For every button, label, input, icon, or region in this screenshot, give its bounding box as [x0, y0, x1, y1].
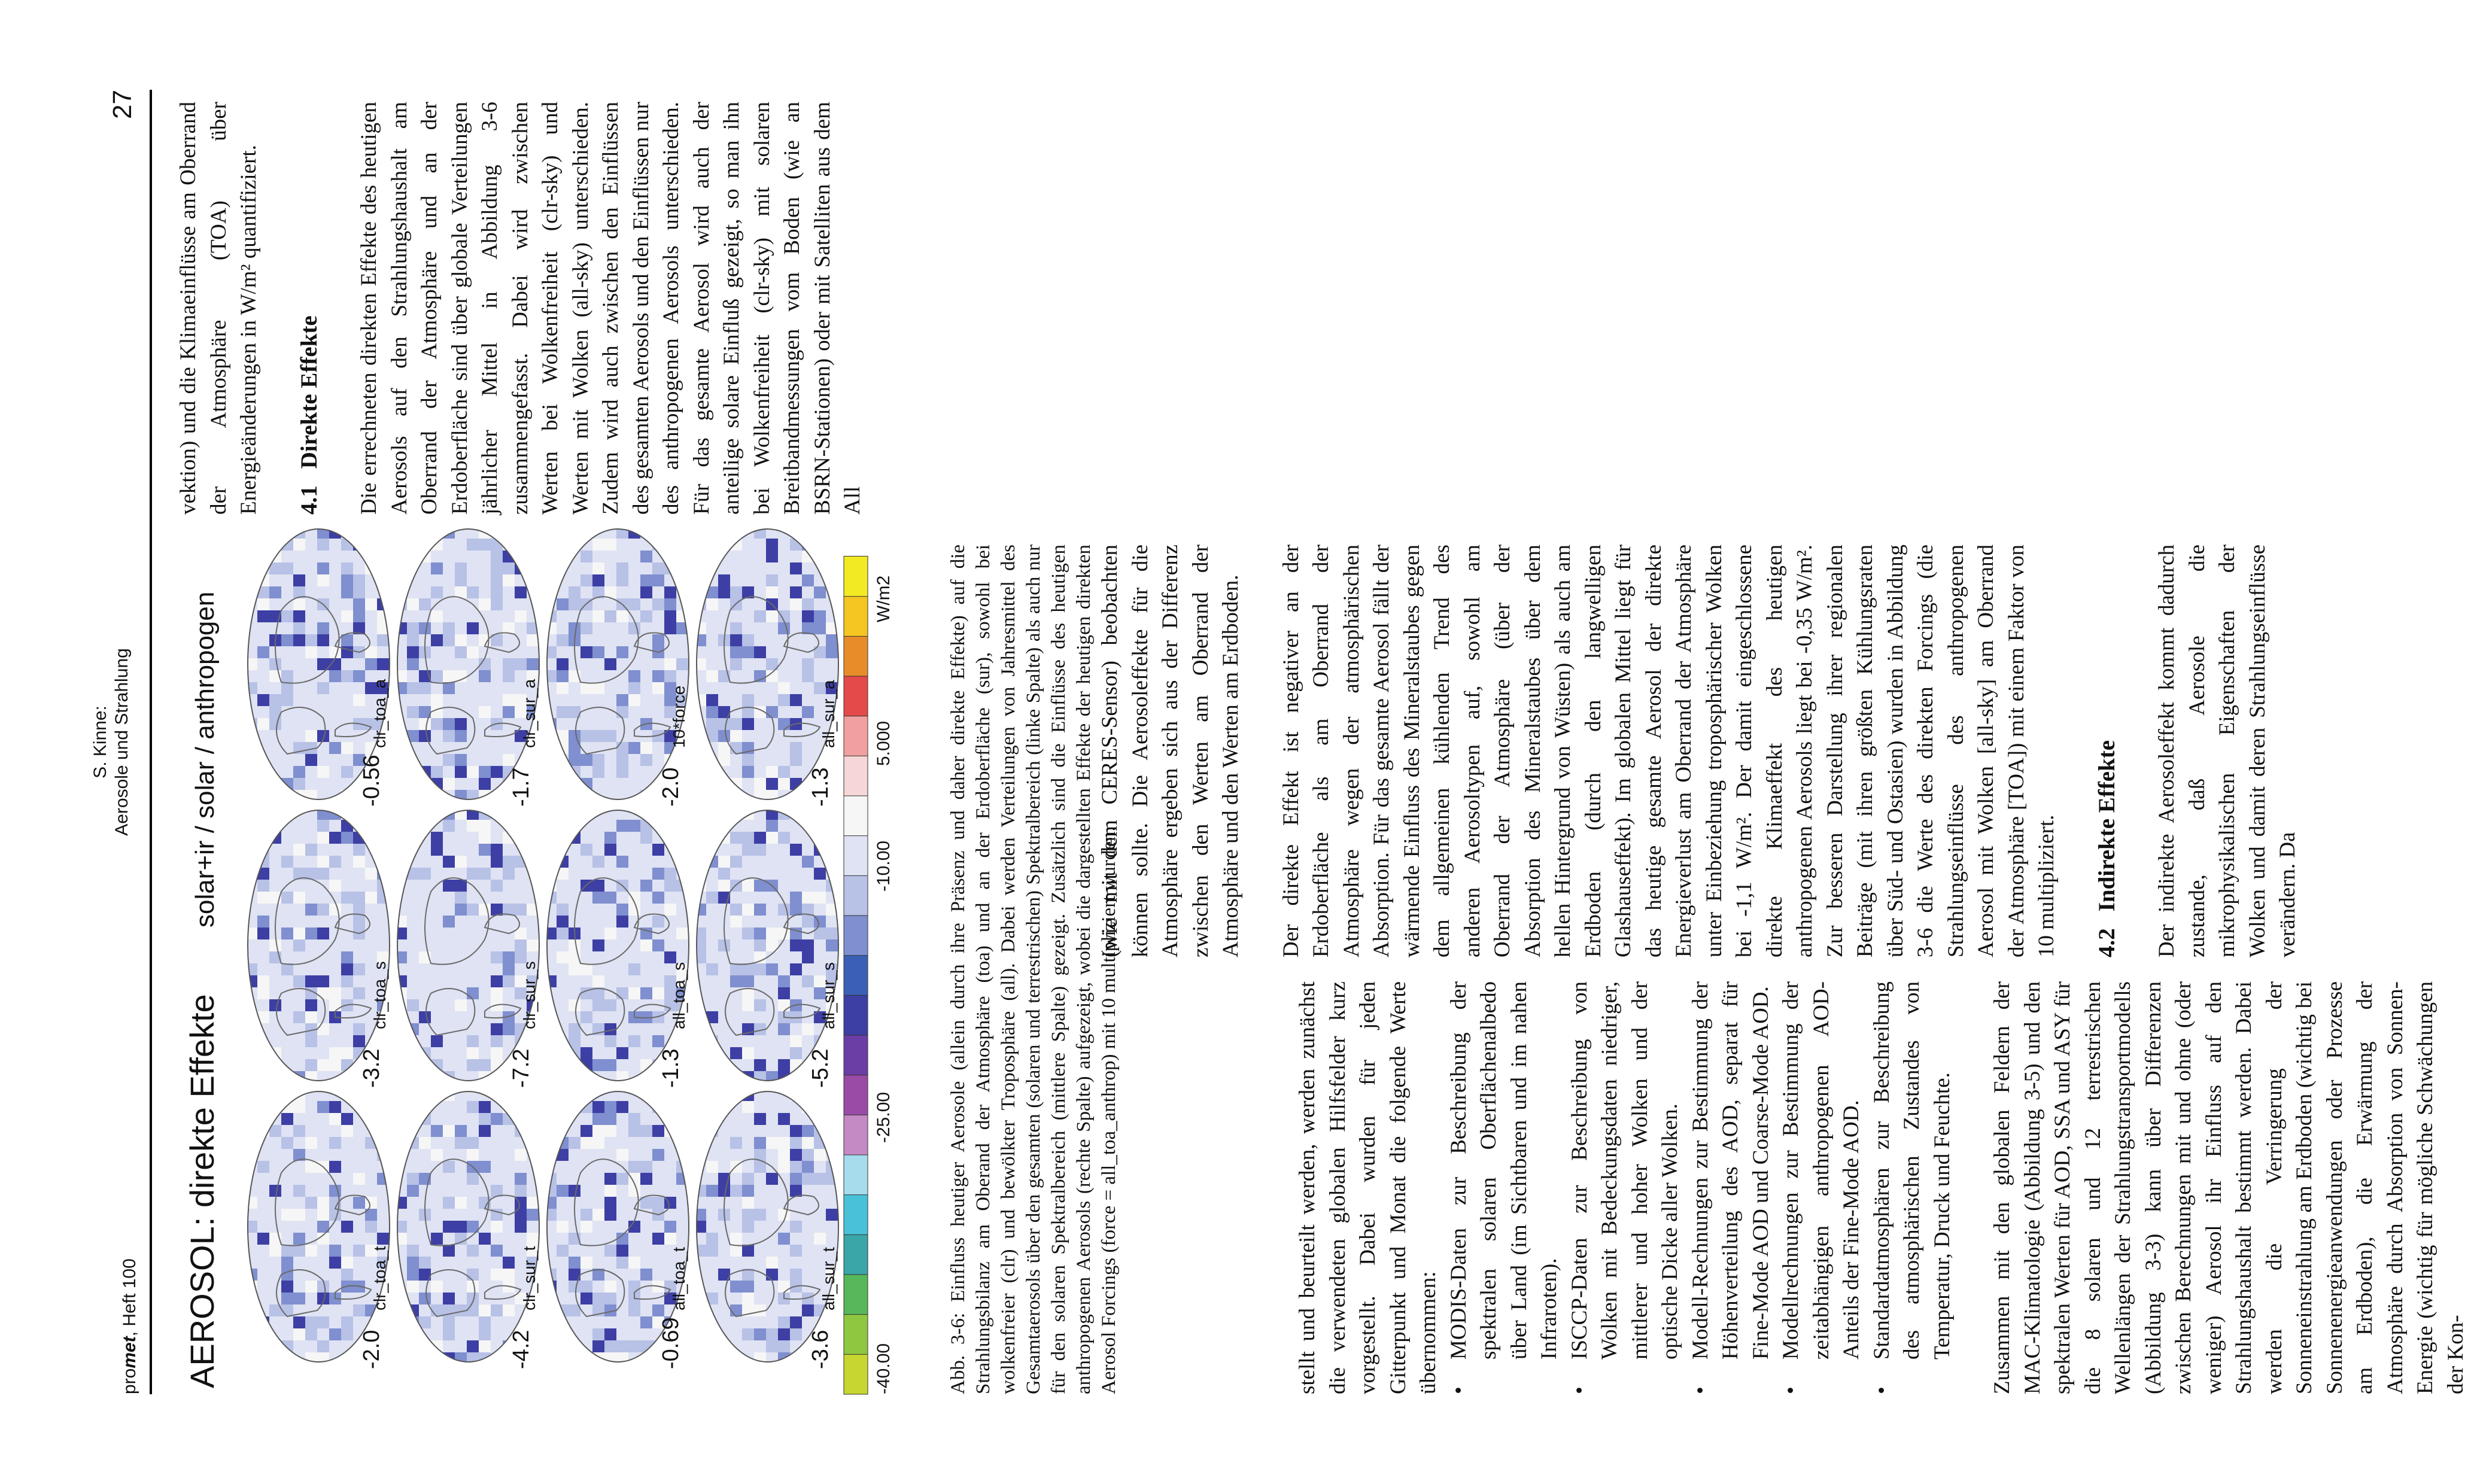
- world-map-icon: [395, 1089, 542, 1364]
- panel-mean-value: -7.2: [509, 1048, 534, 1088]
- panel-label: all_sur_a: [819, 680, 838, 748]
- section-heading-4-2: 4.2Indirekte Effekte: [2093, 740, 2120, 957]
- journal-issue: promet, Heft 100: [120, 1258, 139, 1394]
- map-panel: [395, 1089, 542, 1369]
- colorbar-swatch: [844, 796, 868, 836]
- panel-label: 10*force: [670, 685, 688, 748]
- bullet-item: • Modellrechnungen zur Bestimmung der zeitabhängigen anthropogenen AOD-Anteils der Fine-Mode AOD.: [1776, 981, 1867, 1394]
- panel-mean-value: -2.0: [359, 1330, 384, 1369]
- world-map-icon: [245, 1089, 392, 1364]
- colorbar-swatch: [844, 636, 868, 676]
- colorbar-swatch: [844, 1035, 868, 1075]
- panel-mean-value: -3.2: [359, 1048, 384, 1088]
- colorbar-ticks: [874, 556, 898, 1394]
- column-2: [1095, 545, 2303, 957]
- panel-label: clr_sur_s: [520, 961, 539, 1029]
- colorbar-tick: 5.000: [874, 720, 893, 766]
- world-map-icon: [245, 808, 392, 1083]
- colorbar-swatch: [844, 955, 868, 995]
- figure-caption: Abb. 3-6: Einfluss heutiger Aerosole (allein durch ihre Präsenz und daher direkte Effekte) auf die Strahlungsbilanz am Oberand der Atmosphäre (toa) und an der Erdoberfläche (sur), sowohl bei wolkenfreier (clr) und bewölkter Troposphäre (all). Dabei werden Verteilungen von Jahresmittel des Gesamtaerosols über den gesamten (solaren und terrestrischen) Spektralbereich (linke Spalte) als auch nur für den solaren Spektralbereich (mittlere Spalte) gezeigt. Zusätzlich sind die Einflüsse des heutigen anthropogenen Aerosols (rechte Spalte) aufgezeigt, wobei die dargestellten Effekte der heutigen direkten Aerosol Forcings (force = all_toa_anthrop) mit 10 multipliziert wurden.: [947, 545, 1120, 1394]
- map-panel: [245, 808, 392, 1088]
- colorbar-swatch: [844, 596, 868, 636]
- colorbar-swatch: [844, 1115, 868, 1155]
- panel-mean-value: -1.3: [808, 767, 833, 807]
- colorbar-swatch: [844, 1354, 868, 1394]
- column-1: [1293, 981, 2471, 1394]
- map-panel: [395, 527, 542, 807]
- page-number: 27: [108, 90, 137, 119]
- figure-aerosol-direct-effects: [174, 533, 934, 1394]
- panel-label: all_toa_t: [670, 1247, 688, 1310]
- author: S. Kinne:: [90, 705, 110, 779]
- map-panel: [245, 1089, 392, 1369]
- panel-mean-value: -2.0: [658, 767, 683, 807]
- colorbar-swatch: [844, 1314, 868, 1354]
- panel-mean-value: -1.3: [658, 1048, 683, 1088]
- map-panel: [545, 527, 691, 807]
- colorbar-swatch: [844, 995, 868, 1035]
- bullet-item: • ISCCP-Daten zur Beschreibung von Wolken mit Bedeckungsdaten niedriger, mittlerer und hoher Wolken und der optische Dicke aller Wolken.: [1565, 981, 1686, 1394]
- bullet-item: • MODIS-Daten zur Beschreibung der spektralen solaren Oberflächenalbedo über Land (im Sichtbaren und im nahen Infraroten).: [1444, 981, 1565, 1394]
- panel-mean-value: -0.56: [359, 755, 384, 807]
- panel-label: clr_toa_t: [370, 1246, 389, 1310]
- map-panel: [395, 808, 542, 1088]
- colorbar-swatch: [844, 1155, 868, 1195]
- figure-title: AEROSOL: direkte Effekte: [183, 994, 221, 1388]
- world-map-icon: [694, 808, 841, 1083]
- colorbar-swatch: [844, 756, 868, 796]
- world-map-icon: [694, 527, 841, 802]
- article-title: Aerosole und Strahlung: [112, 648, 132, 836]
- bullet-item: • Modell-Rechnungen zur Bestimmung der Höhenverteilung des AOD, separat für Fine-Mode AOD und Coarse-Mode AOD.: [1686, 981, 1777, 1394]
- panel-label: clr_sur_a: [520, 679, 539, 748]
- colorbar-swatch: [844, 676, 868, 716]
- panel-mean-value: -4.2: [509, 1330, 534, 1369]
- paragraph: Der direkte Effekt ist negativer an der Erdoberfläche als am Oberrand der Atmosphäre wegen der atmosphärischen Absorption. Für das gesamte Aerosol fällt der wärmende Einfluss des Mineralstaubes gegen dem allgemeinen kühlenden Trend des anderen Aerosoltypen auf, sowohl am Oberrand der Atmosphäre (über der Absorption des Mineralstaubes über dem hellen Hintergrund von Wüsten) als auch am Erdboden (durch den langwelligen Glashauseffekt). Im globalen Mittel liegt für das heutige gesamte Aerosol der direkte Energieverlust am Oberrand der Atmosphäre unter Einbeziehung troposphärischer Wolken bei -1,1 W/m². Der damit eingeschlossene direkte Klimaeffekt des heutigen anthropogenen Aerosols liegt bei -0,35 W/m². Zur besseren Darstellung ihrer regionalen Beiträge (mit ihren größten Kühlungsraten über Süd- und Ostasien) wurden in Abbildung 3-6 die Werte des direkten Forcings (die Strahlungseinflüsse des anthropogenen Aerosol mit Wolken [all-sky] am Oberrand der Atmosphäre [TOA]) mit einem Faktor von 10 multipliziert.: [1278, 545, 2059, 957]
- map-panel: [545, 808, 691, 1088]
- colorbar-tick: -40.00: [874, 1343, 893, 1394]
- colorbar-swatch: [844, 716, 868, 756]
- figure-subtitle: solar+ir / solar / anthropogen: [190, 591, 220, 928]
- section-heading-4-1: 4.1Direkte Effekte: [296, 315, 322, 515]
- colorbar-swatch: [844, 1275, 868, 1315]
- panel-label: all_sur_t: [819, 1247, 838, 1310]
- colorbar: [844, 556, 868, 1394]
- colorbar-swatch: [844, 1234, 868, 1275]
- colorbar-swatch: [844, 1075, 868, 1115]
- bullet-item: • Standardatmosphären zur Beschreibung des atmosphärischen Zustandes von Temperatur, Druck und Feuchte.: [1867, 981, 1958, 1394]
- column-3: [174, 102, 868, 515]
- running-header: [84, 90, 162, 1394]
- bullet-list: [1444, 981, 1958, 1394]
- header-rule: [150, 90, 152, 1394]
- world-map-icon: [395, 527, 542, 802]
- panel-label: clr_toa_a: [370, 679, 389, 748]
- colorbar-swatch: [844, 916, 868, 956]
- panel-label: all_toa_s: [670, 962, 688, 1029]
- world-map-icon: [694, 1089, 841, 1364]
- colorbar-swatch: [844, 835, 868, 875]
- world-map-icon: [545, 527, 691, 802]
- colorbar-swatch: [844, 875, 868, 916]
- map-panel: [694, 808, 841, 1088]
- paragraph: (wie mit dem CERES-Sensor) beobachten können sollte. Die Aerosoleffekte für die Atmosphäre ergeben sich aus der Differenz zwischen den Werten am Oberrand der Atmosphäre und den Werten am Erdboden.: [1098, 545, 1243, 957]
- paragraph: vektion) und die Klimaeinflüsse am Oberrand der Atmosphäre (TOA) über Energieänderungen in W/m² quantifiziert.: [176, 102, 261, 515]
- colorbar-tick: -25.00: [874, 1091, 893, 1143]
- paragraph: Der indirekte Aerosoleffekt kommt dadurch zustande, daß Aerosole die mikrophysikalischen Eigenschaften der Wolken und damit deren Strahlungseinflüsse verändern. Da: [2154, 545, 2300, 957]
- world-map-icon: [545, 808, 691, 1083]
- colorbar-unit: W/m2: [874, 575, 893, 622]
- panel-label: clr_sur_t: [520, 1246, 539, 1310]
- map-panel: [545, 1089, 691, 1369]
- colorbar-tick: -10.00: [874, 840, 893, 892]
- panel-label: all_sur_s: [819, 962, 838, 1029]
- panel-mean-value: -0.69: [658, 1317, 683, 1369]
- paragraph: Zusammen mit den globalen Feldern der MAC-Klimatologie (Abbildung 3-5) und den spektralen Werten für AOD, SSA und ASY für die 8 solaren und 12 terrestrischen Wellenlängen der Strahlungstransportmodells (Abbildung 3-3) kann über Differenzen zwischen Berechnungen mit und ohne (oder weniger) Aerosol ihr Einfluss auf den Strahlungshaushalt bestimmt werden. Dabei werden die Verringerung der Sonneneinstrahlung am Erdboden (wichtig bei Sonnenenergieanwendungen oder Prozesse am Erdboden), die Erwärmung der Atmosphäre durch Absorption von Sonnen-Energie (wichtig für mögliche Schwächungen der Kon-: [1990, 981, 2468, 1394]
- paragraph: Die errechneten direkten Effekte des heutigen Aerosols auf den Strahlungshaushalt am Oberrand der Atmosphäre und an der Erdoberfläche sind über globale Verteilungen jährlicher Mittel in Abbildung 3-6 zusammengefasst. Dabei wird zwischen Werten bei Wolkenfreiheit (clr-sky) und Werten mit Wolken (all-sky) unterschieden. Zudem wird auch zwischen den Einflüssen des gesamten Aerosols und den Einflüssen nur des anthropogenen Aerosols unterschieden. Für das gesamte Aerosol wird auch der anteilige solare Einfluß gezeigt, so man ihn bei Wolkenfreiheit (clr-sky) mit solaren Breitbandmessungen vom Boden (wie an BSRN-Stationen) oder mit Satelliten aus dem All: [357, 102, 865, 515]
- panel-mean-value: -5.2: [808, 1048, 833, 1088]
- colorbar-swatch: [844, 1194, 868, 1234]
- author-title: [90, 90, 133, 1394]
- map-panel: [694, 1089, 841, 1369]
- colorbar-swatch: [844, 556, 868, 597]
- map-panel: [694, 527, 841, 807]
- panel-mean-value: -3.6: [808, 1330, 833, 1369]
- map-panel: [245, 527, 392, 807]
- world-map-icon: [395, 808, 542, 1083]
- panel-mean-value: -1.7: [509, 767, 534, 807]
- paragraph: stellt und beurteilt werden, werden zunächst die verwendeten globalen Hilfsfelder kurz vorgestellt. Dabei wurden für jeden Gitterpunkt und Monat die folgende Werte übernommen:: [1295, 981, 1440, 1394]
- panel-label: clr_toa_s: [370, 961, 389, 1029]
